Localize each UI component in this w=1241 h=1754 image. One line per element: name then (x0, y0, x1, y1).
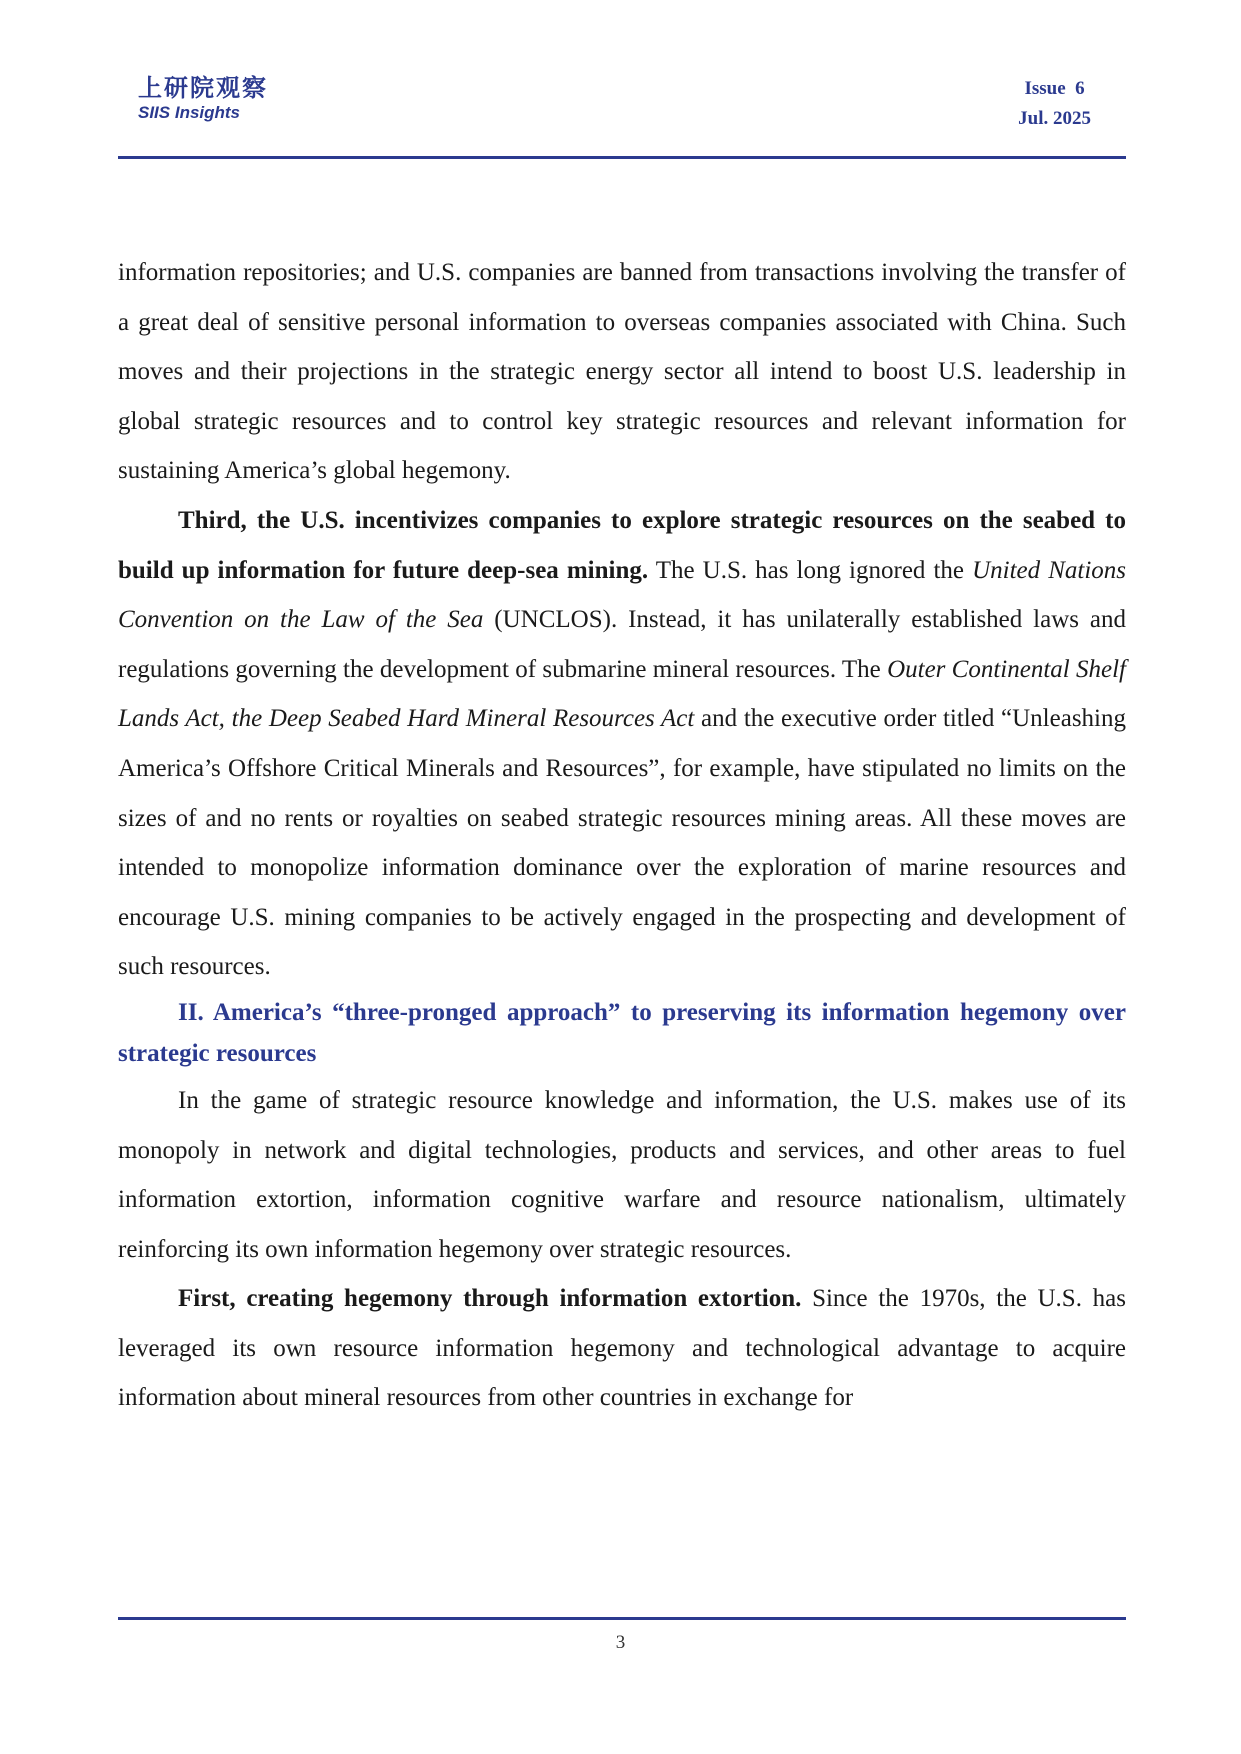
paragraph-text: and the executive order titled “Unleashing America’s Offshore Critical Minerals and Resources”, for example, have stipulated no limits on the sizes of and no rents or royalties on seabed strategic resources mining areas. All these moves are intended to monopolize information dominance over the exploration of marine resources and encourage U.S. mining companies to be actively engaged in the prospecting and development of such resources. (118, 705, 1126, 981)
header-divider (118, 156, 1126, 159)
paragraph-section-intro: In the game of strategic resource knowledge and information, the U.S. makes use of its monopoly in network and digital technologies, products and services, and other areas to fuel information extortion, information cognitive warfare and resource nationalism, ultimately reinforcing its own information hegemony over strategic resources. (118, 1086, 1126, 1263)
logo-chinese-text: 上研院观察 (138, 73, 268, 102)
act-titles-italic: Outer Continental Shelf Lands Act, the Deep Seabed Hard Mineral Resources Act (118, 655, 1126, 733)
law-title-italic: United Nations Convention on the Law of the Sea (118, 556, 1126, 634)
issue-info (1018, 74, 1091, 134)
paragraph-first-point (118, 1274, 1126, 1423)
paragraph-text: The U.S. has long ignored the (648, 556, 973, 584)
paragraph-text: (UNCLOS). Instead, it has unilaterally established laws and regulations governing the development of submarine mineral resources. The (118, 606, 1127, 683)
paragraph-lead-bold: First, creating hegemony through information extortion. (178, 1285, 802, 1313)
paragraph-text: Since the 1970s, the U.S. has leveraged its own resource information hegemony and technological advantage to acquire information about mineral resources from other countries in exchange for (118, 1285, 1126, 1412)
paragraph-continued: information repositories; and U.S. companies are banned from transactions involving the transfer of a great deal of sensitive personal information to overseas companies associated with China. Such moves and their projections in the strategic energy sector all intend to boost U.S. leadership in global strategic resources and to control key strategic resources and relevant information for sustaining America’s global hegemony. (118, 259, 1126, 485)
article-body (118, 248, 1126, 1423)
paragraph-lead-bold: Third, the U.S. incentivizes companies to explore strategic resources on the seabed to build up information for future deep-sea mining. (118, 506, 1126, 584)
logo-english-text: SIIS Insights (138, 103, 241, 122)
issue-date: Jul. 2025 (1018, 108, 1091, 129)
paragraph-third-point (118, 496, 1126, 992)
footer-divider (118, 1617, 1126, 1620)
page-number: 3 (615, 1632, 626, 1653)
section-heading: II. America’s “three-pronged approach” to preserving its information hegemony over strategic resources (118, 998, 1126, 1067)
issue-number: Issue 6 (1024, 78, 1085, 99)
siis-logo (138, 74, 268, 123)
